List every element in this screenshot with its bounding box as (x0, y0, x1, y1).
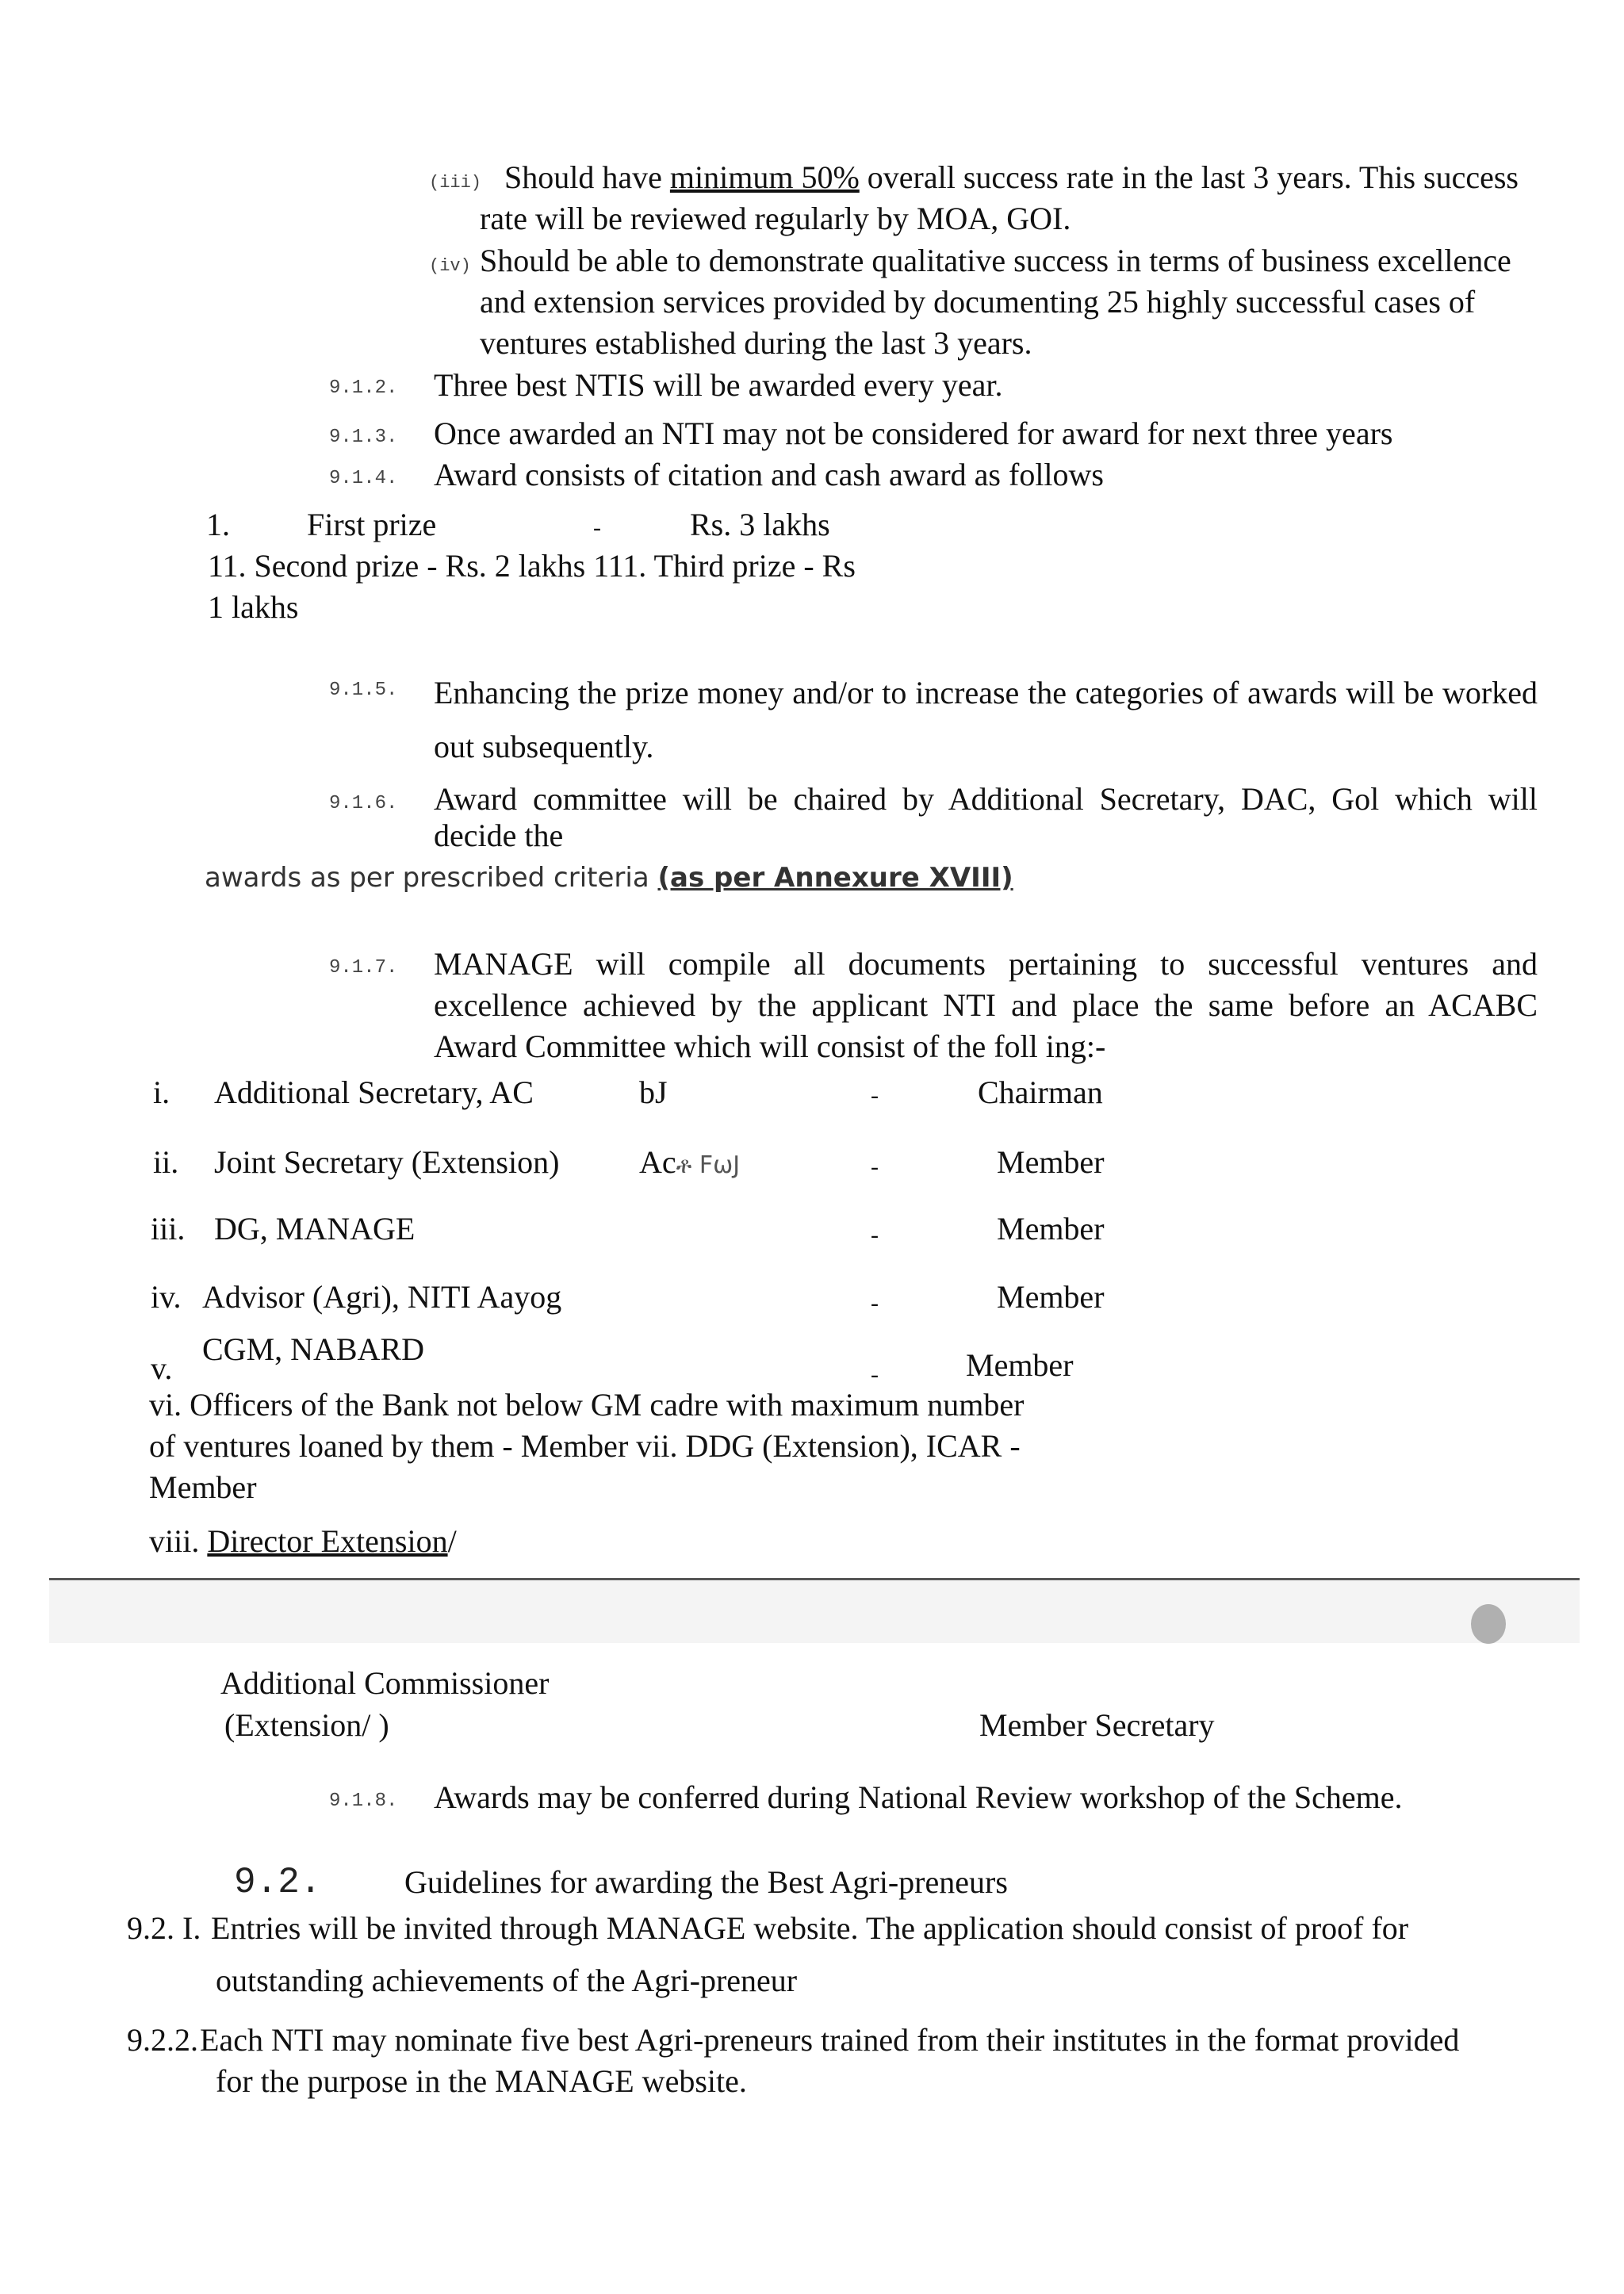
criterion-iii-line1 (504, 157, 1519, 198)
committee-2-role: Member (997, 1144, 1105, 1180)
committee-2-extra-text: Ac (639, 1144, 676, 1180)
section-92-p1-text: Entries will be invited through MANAGE website. The application should consist of proof for (211, 1910, 1409, 1946)
committee-8-post: / (447, 1523, 457, 1559)
clause-916-text: Award committee will be chaired by Additional Secretary, DAC, Gol which will decide the (434, 781, 1538, 853)
committee-6-line2: of ventures loaned by them - Member vii. DDG (Extension), ICAR - (149, 1428, 1021, 1464)
committee-2-name: Joint Secretary (Extension) (214, 1144, 560, 1180)
committee-8-pre: viii. (149, 1523, 208, 1559)
additional-commissioner-line1: Additional Commissioner (220, 1665, 550, 1701)
committee-6-line1: vi. Officers of the Bank not below GM cadre with maximum number (149, 1387, 1025, 1423)
committee-5-number: v. (151, 1350, 173, 1386)
additional-commissioner-line2: (Extension/ ) (224, 1707, 389, 1743)
handwritten-mark: ቶ FωJ (676, 1151, 741, 1179)
committee-3-dash: - (871, 1222, 879, 1248)
section-92-p2-text: Each NTI may nominate five best Agri-preneurs trained from their institutes in the format provided (200, 2022, 1460, 2058)
criterion-iii-line2: rate will be reviewed regularly by MOA, GOI. (480, 201, 1071, 236)
clause-918-number: 9.1.8. (329, 1790, 398, 1812)
prize-1-amount: Rs. 3 lakhs (690, 507, 830, 542)
committee-1-dash: - (871, 1082, 879, 1109)
committee-1-extra: bJ (639, 1074, 668, 1110)
additional-commissioner-role: Member Secretary (979, 1707, 1215, 1743)
criterion-iii-post: overall success rate in the last 3 years. This success (859, 159, 1519, 195)
committee-2-number: ii. (153, 1144, 179, 1180)
clause-916-continuation (205, 862, 1013, 894)
section-92-p1-cont: outstanding achievements of the Agri-preneur (216, 1963, 798, 1998)
clause-916-cont-text: awards as per prescribed criteria (205, 862, 658, 894)
section-92-title: Guidelines for awarding the Best Agri-preneurs (404, 1864, 1008, 1900)
scan-shadow-band (49, 1581, 1580, 1643)
clause-914-number: 9.1.4. (329, 468, 398, 489)
committee-3-name: DG, MANAGE (214, 1211, 416, 1247)
clause-915-text: Enhancing the prize money and/or to increase the categories of awards will be worked out subsequently. (434, 675, 1538, 764)
committee-2-dash: - (871, 1154, 879, 1180)
criterion-iii-pre: Should have (504, 159, 670, 195)
criterion-iii-marker: (iii) (429, 173, 482, 193)
prize-1-number: 1. (206, 507, 230, 542)
clause-915-number: 9.1.5. (329, 680, 398, 701)
criterion-iv-line2: and extension services provided by documenting 25 highly successful cases of (480, 284, 1476, 320)
committee-8 (149, 1521, 457, 1562)
annexure-reference: (as per Annexure XVIII) (657, 862, 1013, 894)
criterion-iv-marker: (iv) (429, 256, 471, 276)
committee-4-number: iv. (151, 1279, 182, 1315)
committee-4-name: Advisor (Agri), NITI Aayog (202, 1279, 562, 1315)
committee-1-name: Additional Secretary, AC (214, 1074, 534, 1110)
committee-5-role: Member (966, 1347, 1074, 1383)
page-break-rule (49, 1578, 1580, 1580)
committee-5-name: CGM, NABARD (202, 1331, 425, 1367)
clause-918-text: Awards may be conferred during National Review workshop of the Scheme. (434, 1779, 1403, 1815)
section-92-p2-cont: for the purpose in the MANAGE website. (216, 2063, 747, 2099)
section-92-p2-lead: 9.2.2. (127, 2022, 198, 2058)
clause-916-number: 9.1.6. (329, 793, 398, 814)
prize-1-dash: - (593, 515, 601, 541)
clause-912-number: 9.1.2. (329, 377, 398, 399)
prize-line-3: 1 lakhs (208, 589, 299, 625)
punch-hole-mark (1471, 1604, 1506, 1644)
clause-914-text: Award consists of citation and cash award as follows (434, 457, 1104, 492)
section-92-p1-lead: 9.2. I. (127, 1910, 201, 1946)
clause-917-text: MANAGE will compile all documents pertaining to successful ventures and excellence achieved by the applicant NTI and place the same before an ACABC Award Committee which will consist of the foll ing:- (434, 946, 1538, 1064)
committee-4-role: Member (997, 1279, 1105, 1315)
criterion-iii-underlined: minimum 50% (669, 159, 860, 195)
section-92-number: 9.2. (234, 1862, 322, 1903)
clause-917-number: 9.1.7. (329, 957, 398, 978)
prize-1-label: First prize (307, 507, 437, 542)
clause-913-text: Once awarded an NTI may not be considered for award for next three years (434, 416, 1393, 451)
committee-6-line3: Member (149, 1469, 257, 1505)
committee-5-dash: - (871, 1361, 879, 1388)
prize-line-2: 11. Second prize - Rs. 2 lakhs 111. Third prize - Rs (208, 548, 856, 584)
committee-1-number: i. (153, 1074, 170, 1110)
committee-8-underlined: Director Extension (207, 1523, 448, 1559)
committee-3-role: Member (997, 1211, 1105, 1247)
clause-913-number: 9.1.3. (329, 427, 398, 448)
committee-3-number: iii. (151, 1211, 186, 1247)
committee-1-role: Chairman (978, 1074, 1103, 1110)
committee-4-dash: - (871, 1290, 879, 1316)
criterion-iv-line1: Should be able to demonstrate qualitative success in terms of business excellence (480, 243, 1511, 278)
clause-912-text: Three best NTIS will be awarded every year. (434, 367, 1003, 403)
criterion-iv-line3: ventures established during the last 3 years. (480, 325, 1032, 361)
committee-2-extra (639, 1142, 740, 1186)
